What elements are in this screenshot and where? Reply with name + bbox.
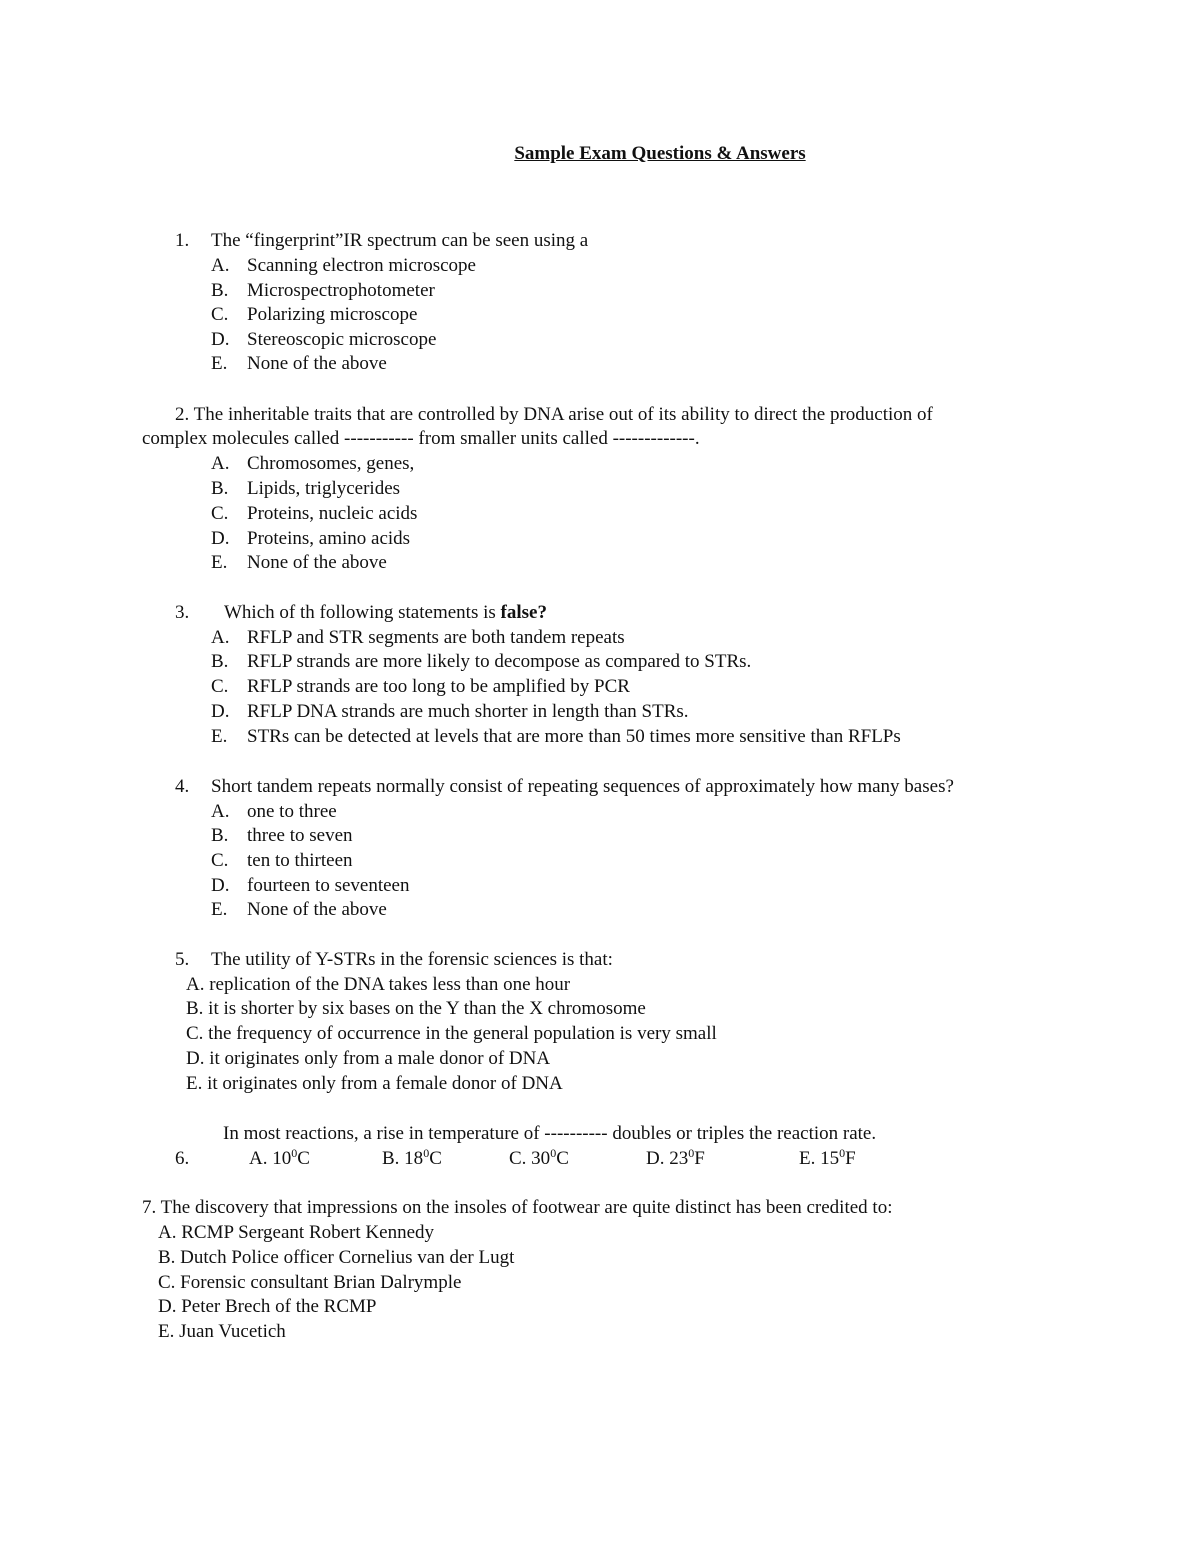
question-stem: The utility of Y-STRs in the forensic sciences is that: [211,949,613,970]
option-text: D. Peter Brech of the RCMP [158,1296,377,1317]
option-text: Microspectrophotometer [247,280,435,301]
option-letter: A. [211,453,230,474]
option-value: D. 23 [646,1148,689,1169]
question-stem: 2. The inheritable traits that are controlled by DNA arise out of its ability to direct the production of [175,404,933,425]
option-text [382,1147,442,1171]
option-text: Proteins, amino acids [247,528,411,549]
option-text: E. Juan Vucetich [158,1321,286,1342]
option-text: A. RCMP Sergeant Robert Kennedy [158,1222,435,1243]
option-text: Lipids, triglycerides [247,478,401,499]
option-text: one to three [247,801,337,822]
option-letter: E. [211,726,228,747]
option-text: None of the above [247,353,387,374]
option-letter: E. [211,552,228,573]
option-text [249,1147,310,1171]
question-stem: 7. The discovery that impressions on the insoles of footwear are quite distinct has been credited to: [142,1197,893,1218]
option-text: fourteen to seventeen [247,875,410,896]
option-text: E. it originates only from a female donor of DNA [186,1073,563,1094]
option-letter: B. [211,651,229,672]
question-stem-continued: complex molecules called ----------- from smaller units called -------------. [142,428,700,449]
question-stem: Short tandem repeats normally consist of repeating sequences of approximately how many bases? [211,776,954,797]
option-text: Proteins, nucleic acids [247,503,418,524]
option-letter: D. [211,528,230,549]
option-letter: A. [211,801,230,822]
option-text: Scanning electron microscope [247,255,476,276]
degree-mark: 0 [291,1146,298,1160]
option-text: RFLP and STR segments are both tandem repeats [247,627,625,648]
option-text: B. Dutch Police officer Cornelius van der Lugt [158,1247,515,1268]
option-text: A. replication of the DNA takes less than one hour [186,974,571,995]
option-text: RFLP strands are more likely to decompose as compared to STRs. [247,651,752,672]
option-letter: B. [211,280,229,301]
option-unit: C [297,1148,310,1169]
option-text: ten to thirteen [247,850,353,871]
option-letter: E. [211,899,228,920]
option-letter: A. [211,255,230,276]
option-text: RFLP strands are too long to be amplified by PCR [247,676,630,697]
option-value: E. 15 [799,1148,840,1169]
option-letter: C. [211,850,229,871]
question-stem-text: Which of th following statements is [224,602,501,623]
option-text [509,1147,569,1171]
option-value: A. 10 [249,1148,292,1169]
question-stem: In most reactions, a rise in temperature of ---------- doubles or triples the reaction rate. [223,1123,877,1144]
option-letter: A. [211,627,230,648]
option-unit: C [429,1148,442,1169]
option-value: C. 30 [509,1148,551,1169]
option-text: RFLP DNA strands are much shorter in length than STRs. [247,701,689,722]
option-text [799,1147,856,1171]
option-letter: D. [211,875,230,896]
option-letter: C. [211,676,229,697]
page-title: Sample Exam Questions & Answers [514,143,806,164]
question-number: 4. [175,776,190,797]
degree-mark: 0 [688,1146,695,1160]
degree-mark: 0 [550,1146,557,1160]
option-unit: F [845,1148,856,1169]
question-number: 1. [175,230,190,251]
question-number: 5. [175,949,190,970]
option-letter: B. [211,478,229,499]
option-unit: F [694,1148,705,1169]
option-text: None of the above [247,899,387,920]
question-number: 6. [175,1148,190,1169]
question-number: 3. [175,602,190,623]
option-text: C. the frequency of occurrence in the general population is very small [186,1023,717,1044]
option-letter: D. [211,701,230,722]
option-text: C. Forensic consultant Brian Dalrymple [158,1272,462,1293]
option-text: B. it is shorter by six bases on the Y than the X chromosome [186,998,646,1019]
question-stem: The “fingerprint”IR spectrum can be seen using a [211,230,589,251]
option-unit: C [556,1148,569,1169]
option-text: D. it originates only from a male donor of DNA [186,1048,551,1069]
option-text: three to seven [247,825,353,846]
option-value: B. 18 [382,1148,424,1169]
option-text: Chromosomes, genes, [247,453,415,474]
option-letter: E. [211,353,228,374]
option-letter: C. [211,304,229,325]
question-stem [224,601,547,625]
option-text: STRs can be detected at levels that are more than 50 times more sensitive than RFLPs [247,726,901,747]
option-letter: B. [211,825,229,846]
degree-mark: 0 [423,1146,430,1160]
option-text: Stereoscopic microscope [247,329,437,350]
question-stem-emphasis: false? [500,602,547,623]
option-text: Polarizing microscope [247,304,418,325]
option-text [646,1147,705,1171]
option-letter: D. [211,329,230,350]
option-text: None of the above [247,552,387,573]
option-letter: C. [211,503,229,524]
degree-mark: 0 [839,1146,846,1160]
